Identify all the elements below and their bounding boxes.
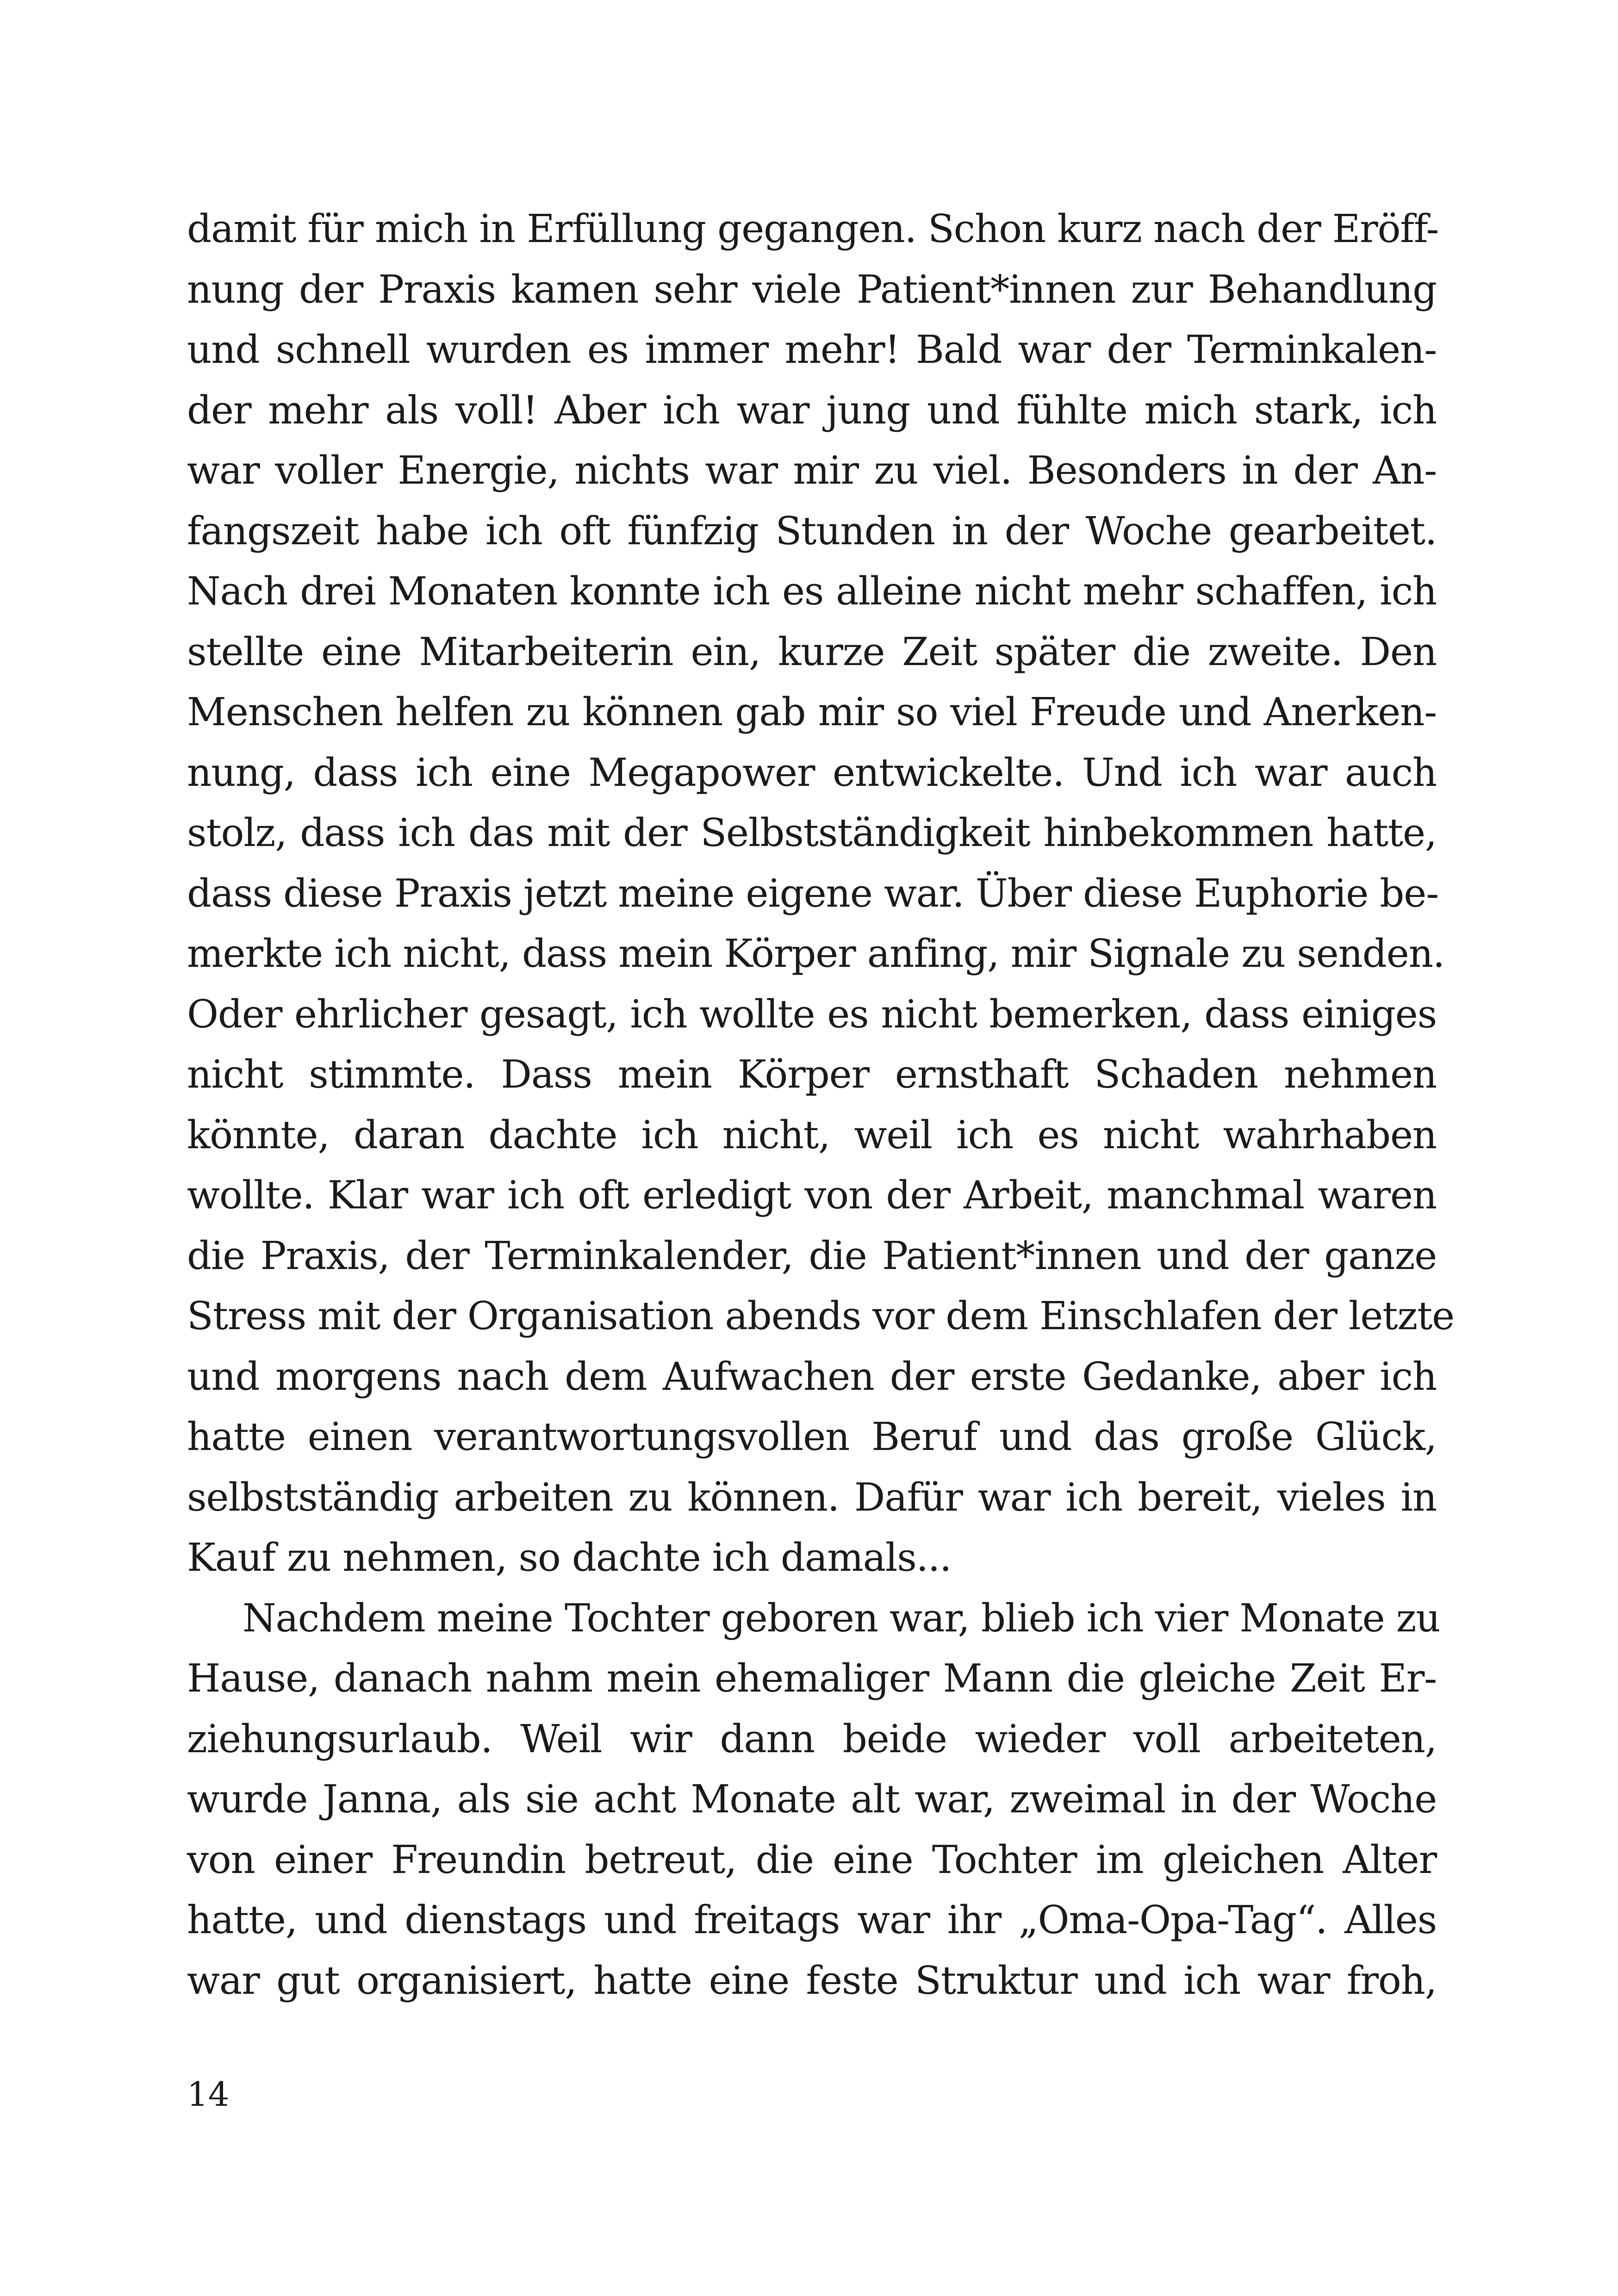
text-line: hatte einen verantwortungsvollen Beruf und das große Glück,: [187, 1414, 1437, 1459]
text-line: und schnell wurden es immer mehr! Bald war der Terminkalen-: [187, 327, 1437, 372]
text-line: fangszeit habe ich oft fünfzig Stunden in der Woche gearbeitet.: [187, 508, 1437, 554]
text-line: könnte, daran dachte ich nicht, weil ich es nicht wahrhaben: [187, 1112, 1437, 1157]
text-line: von einer Freundin betreut, die eine Tochter im gleichen Alter: [187, 1837, 1437, 1882]
text-line: wollte. Klar war ich oft erledigt von der Arbeit, manchmal waren: [187, 1173, 1437, 1218]
text-line: stellte eine Mitarbeiterin ein, kurze Zeit später die zweite. Den: [187, 629, 1437, 674]
text-line: Stress mit der Organisation abends vor dem Einschlafen der letzte: [187, 1294, 1454, 1338]
text-line: merkte ich nicht, dass mein Körper anfing, mir Signale zu senden.: [187, 931, 1444, 976]
text-line: der mehr als voll! Aber ich war jung und fühlte mich stark, ich: [187, 387, 1437, 433]
text-line: hatte, und dienstags und freitags war ihr „Oma-Opa-Tag“. Alles: [187, 1898, 1437, 1942]
text-line: die Praxis, der Terminkalender, die Patient*innen und der ganze: [187, 1233, 1437, 1278]
text-line: Oder ehrlicher gesagt, ich wollte es nicht bemerken, dass einiges: [187, 991, 1437, 1037]
text-line: selbstständig arbeiten zu können. Dafür war ich bereit, vieles in: [187, 1475, 1437, 1520]
paragraph-1: [187, 199, 1454, 1588]
text-line: dass diese Praxis jetzt meine eigene war. Über diese Euphorie be-: [187, 871, 1438, 916]
page-number: 14: [187, 2075, 230, 2114]
text-line: Hause, danach nahm mein ehemaliger Mann die gleiche Zeit Er-: [187, 1656, 1437, 1701]
text-line: ziehungsurlaub. Weil wir dann beide wieder voll arbeiteten,: [187, 1716, 1437, 1761]
text-line: nung der Praxis kamen sehr viele Patient*innen zur Behandlung: [187, 267, 1437, 312]
text-line: war voller Energie, nichts war mir zu viel. Besonders in der An-: [187, 448, 1437, 493]
body-text: [187, 199, 1454, 2011]
text-line: nung, dass ich eine Megapower entwickelte. Und ich war auch: [187, 750, 1437, 795]
text-line: und morgens nach dem Aufwachen der erste Gedanke, aber ich: [187, 1354, 1437, 1399]
paragraph-2: [187, 1588, 1440, 2011]
text-line: stolz, dass ich das mit der Selbstständigkeit hinbekommen hatte,: [187, 810, 1437, 855]
text-line: damit für mich in Erfüllung gegangen. Schon kurz nach der Eröff-: [187, 206, 1439, 251]
text-line: nicht stimmte. Dass mein Körper ernsthaft Schaden nehmen: [187, 1052, 1437, 1097]
text-line: Kauf zu nehmen, so dachte ich damals...: [187, 1535, 952, 1580]
text-line: war gut organisiert, hatte eine feste Struktur und ich war froh,: [187, 1958, 1437, 2003]
text-line: Nach drei Monaten konnte ich es alleine nicht mehr schaffen, ich: [187, 569, 1437, 614]
text-line: wurde Janna, als sie acht Monate alt war, zweimal in der Woche: [187, 1777, 1437, 1822]
text-line: Nachdem meine Tochter geboren war, blieb ich vier Monate zu: [243, 1595, 1440, 1641]
text-line: Menschen helfen zu können gab mir so viel Freude und Anerken-: [187, 690, 1437, 734]
